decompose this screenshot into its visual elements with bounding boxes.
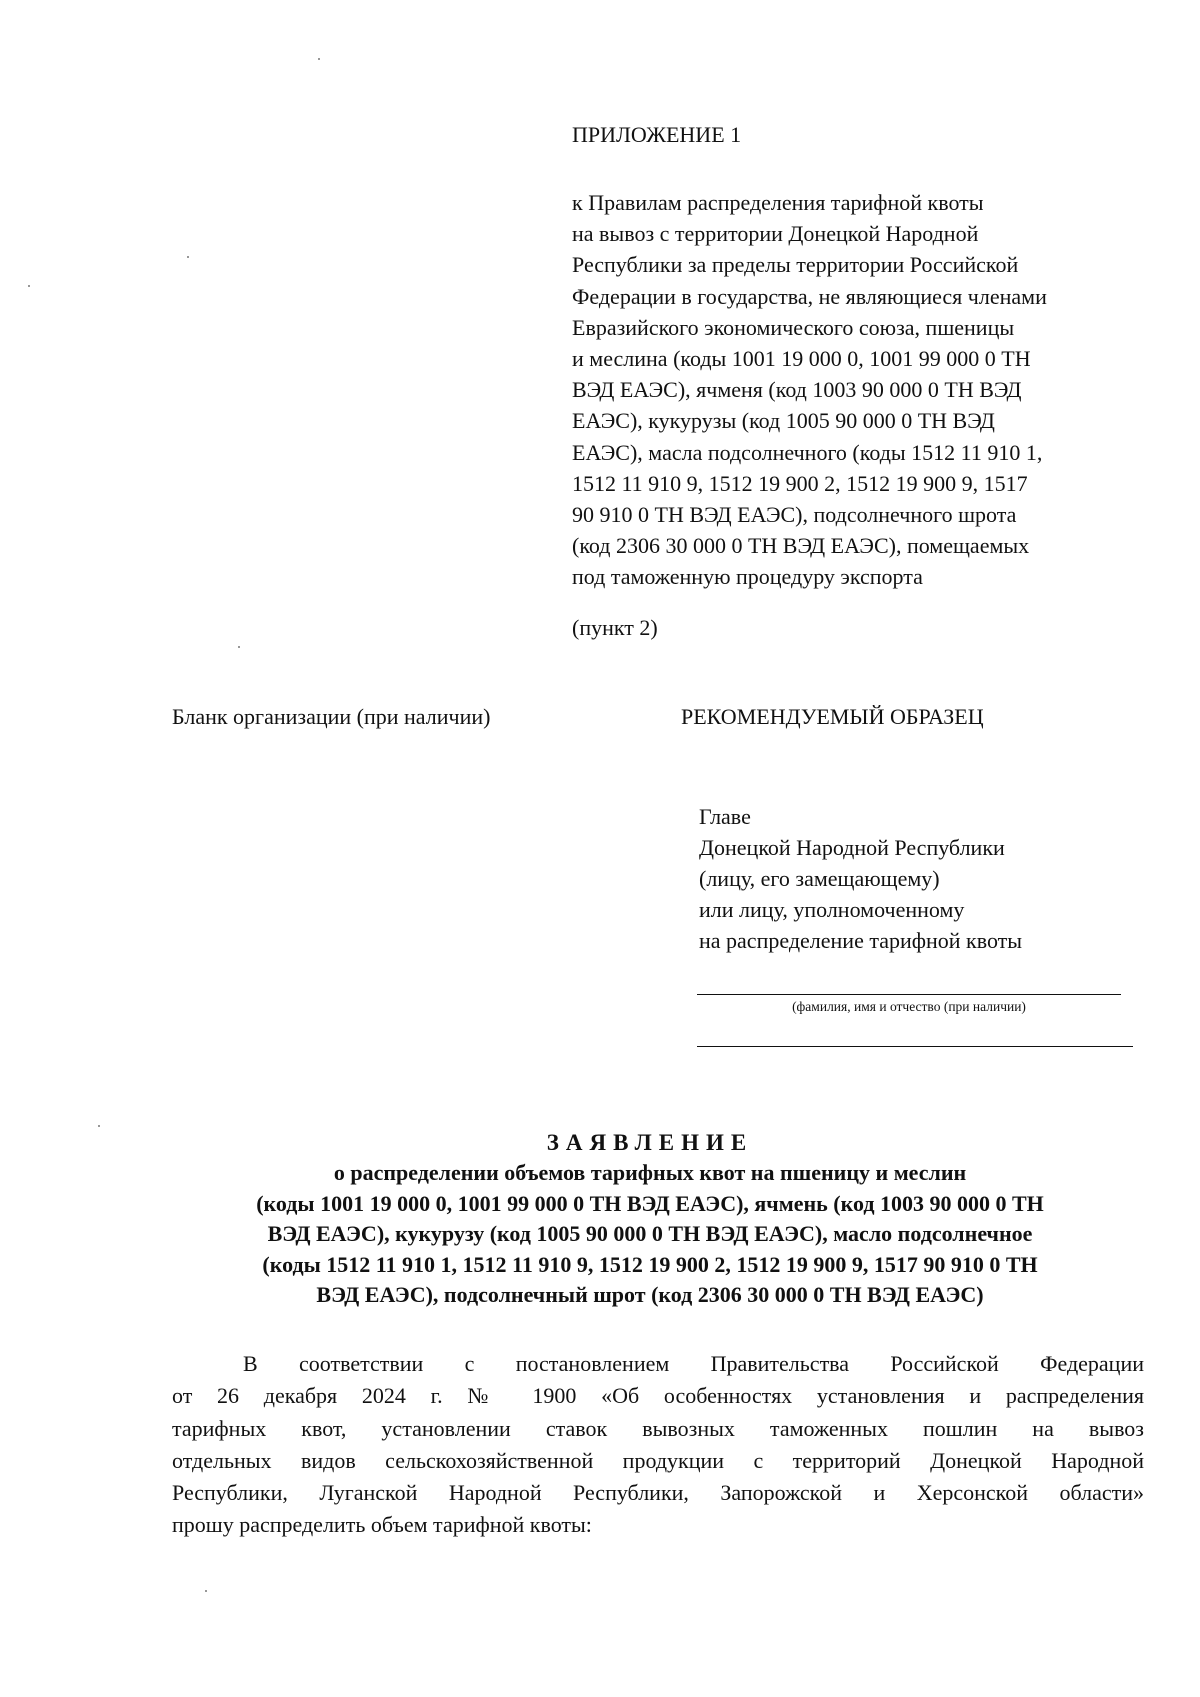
- appendix-description-line: 90 910 0 ТН ВЭД ЕАЭС), подсолнечного шрота: [572, 501, 1017, 527]
- appendix-description-line: на вывоз с территории Донецкой Народной: [572, 221, 979, 247]
- scan-speck: [187, 256, 189, 258]
- name-fill-in-line: [697, 994, 1121, 995]
- appendix-description-line: Евразийского экономического союза, пшеницы: [572, 314, 1015, 340]
- appendix-description-line: к Правилам распределения тарифной квоты: [572, 190, 984, 215]
- appendix-description-line: и меслина (коды 1001 19 000 0, 1001 99 000 0 ТН: [572, 345, 1031, 371]
- name-fill-in-caption: (фамилия, имя и отчество (при наличии): [792, 999, 1026, 1014]
- appendix-description-line: ВЭД ЕАЭС), ячменя (код 1003 90 000 0 ТН ВЭД: [572, 377, 1022, 403]
- appendix-description-line: Республики за пределы территории Российской: [572, 252, 1019, 278]
- addressee-line: (лицу, его замещающему): [699, 866, 940, 891]
- appendix-description-line: ЕАЭС), масла подсолнечного (коды 1512 11 910 1,: [572, 439, 1043, 465]
- scan-speck: [205, 1590, 207, 1592]
- body-line: от 26 декабря 2024 г. № 1900 «Об особенностях установления и распределения: [172, 1383, 1144, 1409]
- body-line: прошу распределить объем тарифной квоты:: [172, 1512, 592, 1538]
- appendix-description-line: 1512 11 910 9, 1512 19 900 2, 1512 19 900 9, 1517: [572, 470, 1028, 496]
- second-fill-in-line: [697, 1046, 1133, 1047]
- appendix-point-reference: (пункт 2): [572, 615, 658, 640]
- statement-subtitle-line: о распределении объемов тарифных квот на пшеницу и меслин: [333, 1160, 967, 1185]
- appendix-title: ПРИЛОЖЕНИЕ 1: [572, 122, 742, 147]
- letterhead-label: Бланк организации (при наличии): [172, 704, 491, 729]
- statement-subtitle-line: ВЭД ЕАЭС), подсолнечный шрот (код 2306 30 000 0 ТН ВЭД ЕАЭС): [316, 1282, 984, 1307]
- scan-speck: [28, 285, 30, 287]
- statement-title-block: [150, 1128, 1150, 1311]
- statement-heading: ЗАЯВЛЕНИЕ: [546, 1130, 754, 1155]
- body-line: тарифных квот, установлении ставок вывозных таможенных пошлин на вывоз: [172, 1415, 1144, 1441]
- appendix-description-line: ЕАЭС), кукурузы (код 1005 90 000 0 ТН ВЭД: [572, 408, 995, 434]
- statement-subtitle-line: ВЭД ЕАЭС), кукурузу (код 1005 90 000 0 ТН ВЭД ЕАЭС), масло подсолнечное: [267, 1221, 1033, 1246]
- scan-speck: [98, 1125, 100, 1127]
- scan-speck: [318, 58, 320, 60]
- statement-subtitle-line: (коды 1001 19 000 0, 1001 99 000 0 ТН ВЭД ЕАЭС), ячмень (код 1003 90 000 0 ТН: [256, 1190, 1044, 1216]
- body-line: Республики, Луганской Народной Республики, Запорожской и Херсонской области»: [172, 1480, 1144, 1506]
- body-line: отдельных видов сельскохозяйственной продукции с территорий Донецкой Народной: [172, 1447, 1144, 1473]
- recommended-sample-label: РЕКОМЕНДУЕМЫЙ ОБРАЗЕЦ: [681, 704, 984, 729]
- body-paragraph: [172, 1348, 1144, 1542]
- appendix-description-line: Федерации в государства, не являющиеся членами: [572, 283, 1047, 309]
- scan-speck: [238, 646, 240, 648]
- statement-subtitle-line: (коды 1512 11 910 1, 1512 11 910 9, 1512 19 900 2, 1512 19 900 9, 1517 90 910 0 ТН: [262, 1251, 1038, 1277]
- appendix-description-line: (код 2306 30 000 0 ТН ВЭД ЕАЭС), помещаемых: [572, 533, 1030, 559]
- addressee-line: или лицу, уполномоченному: [699, 897, 965, 922]
- body-line: В соответствии с постановлением Правительства Российской Федерации: [243, 1351, 1144, 1376]
- appendix-description-line: под таможенную процедуру экспорта: [572, 564, 923, 590]
- addressee-block: [699, 801, 1022, 956]
- addressee-line: Донецкой Народной Республики: [699, 835, 1005, 860]
- statement-subtitle: [150, 1158, 1150, 1311]
- addressee-line: на распределение тарифной квоты: [699, 928, 1023, 953]
- appendix-description: [572, 187, 1047, 592]
- addressee-line: Главе: [699, 804, 751, 829]
